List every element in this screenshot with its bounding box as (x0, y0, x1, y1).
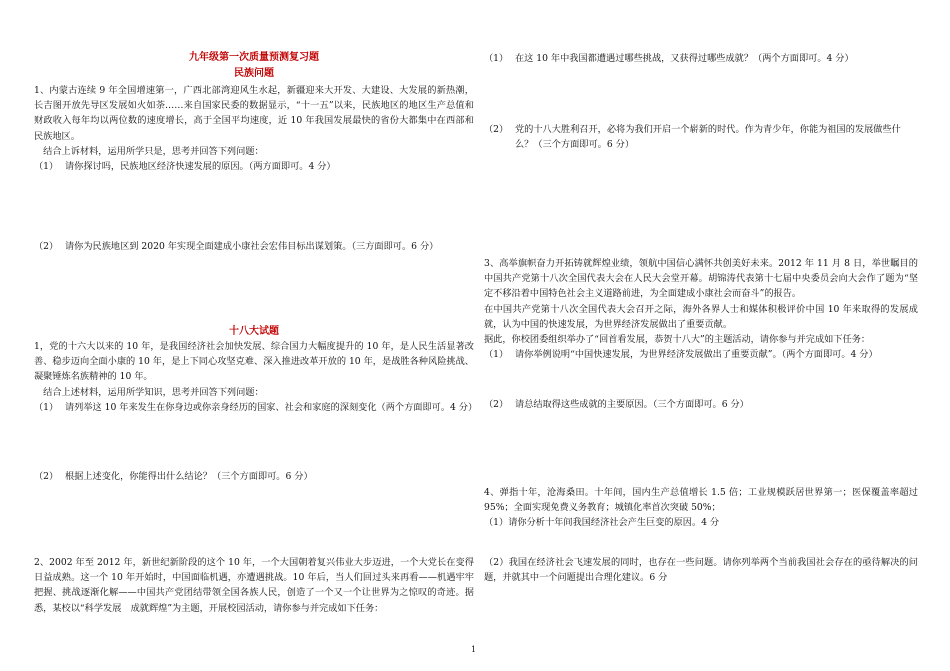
q4-sub-2-number: （2） (484, 399, 509, 410)
q2-sub-1-number: （1） (34, 401, 59, 413)
q4-sub-1 (484, 347, 918, 362)
left-header (34, 50, 474, 82)
q1-sub-1 (34, 159, 474, 174)
question-1 (34, 83, 474, 174)
q2-sub-2-text: 根据上述变化，你能得出什么结论？（三个方面即可。6 分） (65, 471, 313, 482)
question-3 (34, 555, 474, 616)
q1-sub-1-number: （1） (34, 161, 59, 173)
q1-sub-2 (34, 239, 474, 254)
q4-sub-2-text: 请总结取得这些成就的主要原因。（三个方面即可。6 分） (515, 399, 749, 410)
section-title-ethnic: 民族问题 (234, 68, 274, 79)
q5-sub-1: （1）请你分析十年间我国经济社会产生巨变的原因。4 分 (484, 517, 720, 529)
q2-instruction: 结合上述材料，运用所学知识，思考并回答下列问题： (34, 386, 264, 398)
q1-sub-1-text: 请你探讨吗，民族地区经济快速发展的原因。（两方面即可。4 分） (65, 161, 336, 173)
question-5-part-2 (484, 555, 918, 585)
question-5 (484, 485, 918, 531)
page-number: 1 (471, 645, 477, 654)
q2-sub-1-text: 请列举这 10 年来发生在你身边或你亲身经历的国家、社会和家庭的深刻变化（两个方面即可。4 分） (65, 401, 478, 413)
question-4 (484, 256, 918, 362)
question-2 (34, 339, 478, 415)
q4-instruction: 据此，你校团委组织举办了“回首看发展，恭贺十八大”的主题活动，请你参与并完成如下任务： (484, 334, 871, 346)
q4-sub-1-text: 请你举例说明“中国快速发展，为世界经济发展做出了重要贡献”。（两个方面即可。4 分） (515, 349, 878, 361)
q3-sub-1-text: 在这 10 年中我国都遭遇过哪些挑战，又获得过哪些成就？（两个方面即可。4 分） (515, 53, 854, 64)
q5-sub-2: （2）我国在经济社会飞速发展的同时，也存在一些问题。请你列举两个当前我国社会存在的亟待解决的问题，并就其中一个问题提出合理化建议。6 分 (484, 557, 918, 584)
q3-sub-2-text: 党的十八大胜利召开，必将为我们开启一个崭新的时代。作为青少年，你能为祖国的发展做些什么？（三个方面即可。6 分） (515, 124, 901, 151)
q1-sub-2-text: 请你为民族地区到 2020 年实现全面建成小康社会宏伟目标出谋划策。（三方面即可。6 分） (65, 241, 439, 252)
q2-material: 1，党的十六大以来的 10 年，是我国经济社会加快发展、综合国力大幅度提升的 10 年，是人民生活显著改善、稳步迈向全面小康的 10 年，是上下同心攻坚克难、深入推进改革开放的 10 年，是战胜各种风险挑战、凝聚锤炼名族精神的 10 年。 (34, 341, 474, 383)
exam-title: 九年级第一次质量预测复习题 (189, 52, 319, 63)
q3-sub-1 (484, 51, 918, 66)
section-title-18th: 十八大试题 (229, 326, 279, 337)
q4-sub-1-number: （1） (484, 349, 509, 361)
q4-material-2: 在中国共产党第十八次全国代表大会召开之际，海外各界人士和媒体积极评价中国 10 年来取得的发展成就，认为中国的快速发展，为世界经济发展做出了重要贡献。 (484, 303, 918, 330)
q4-sub-2 (484, 397, 918, 412)
q1-sub-2-number: （2） (34, 241, 59, 252)
q2-sub-1 (34, 400, 478, 415)
q5-material: 4、弹指十年，沧海桑田。十年间，国内生产总值增长 1.5 倍；工业规模跃居世界第一；医保覆盖率超过 95%；全面实现免费义务教育；城镇化率首次突破 50%； (484, 487, 918, 514)
q2-sub-2-number: （2） (34, 471, 59, 482)
q3-sub-1-number: （1） (484, 53, 509, 64)
q3-sub-2-number: （2） (484, 124, 509, 135)
q4-material: 3、高举旗帜奋力开拓铸就辉煌业绩，领航中国信心满怀共创美好未来。2012 年 11 月 8 日，举世瞩目的中国共产党第十八次全国代表大会在人民大会堂开幕。胡锦涛代表第十七届中央委员会向大会作了题为“坚定不移沿着中国特色社会主义道路前进，为全面建成小康社会而奋斗”的报告。 (484, 258, 918, 300)
q1-instruction: 结合上诉材料，运用所学只是，思考并回答下列问题： (34, 145, 264, 157)
q3-material: 2、2002 年至 2012 年，新世纪新阶段的这个 10 年，一个大国朝着复兴伟业大步迈进，一个大党长在变得日益成熟。这一个 10 年开始时，中国面临机遇，亦遭遇挑战。10 年后，当人们回过头来再看——机遇牢牢把握、挑战逐渐化解——中国共产党团结带领全国各族人民，创造了一个又一个让世界为之惊叹的奇迹。据悉，某校以“科学发展 成就辉煌”为主题，开展校园活动，请你参与并完成如下任务： (34, 557, 474, 614)
q2-sub-2 (34, 469, 474, 484)
q3-sub-2 (484, 122, 918, 152)
q1-material: 1、内蒙古连续 9 年全国增速第一，广西北部湾迎风生水起，新疆迎来大开发、大建设、大发展的新热潮，长吉图开放先导区发展如火如荼……来自国家民委的数据显示，“十一五”以来，民族地区的地区生产总值和财政收入每年均以两位数的速度增长，高于全国平均速度，近 10 年我国发展最快的省份大都集中在西部和民族地区。 (34, 85, 474, 142)
